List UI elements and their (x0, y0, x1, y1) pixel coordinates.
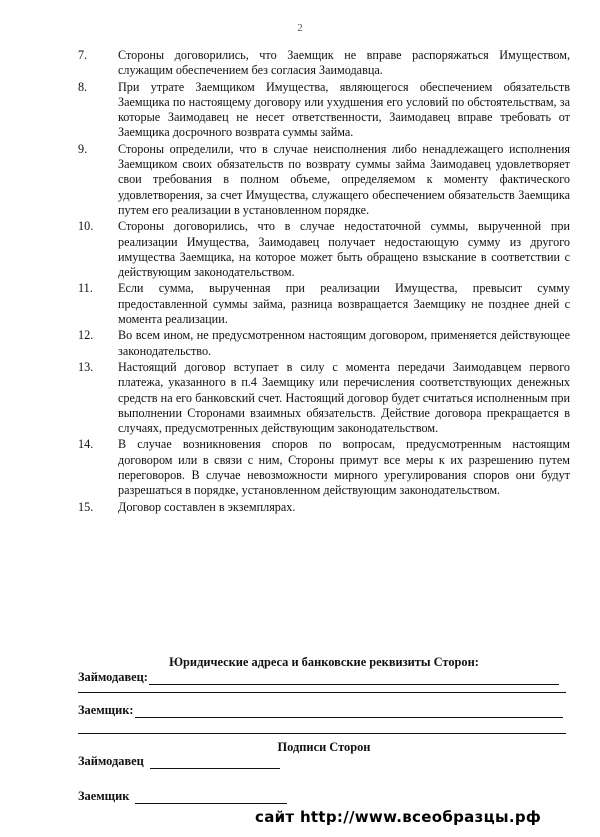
clause-item (78, 437, 570, 498)
clause-item (78, 142, 570, 218)
borrower-requisites-line (135, 705, 563, 718)
lender-requisites-label: Займодавец: (78, 670, 148, 684)
lender-signature-line (150, 756, 280, 769)
lender-requisites-extra-line (78, 692, 566, 693)
clause-number: 8. (78, 79, 88, 94)
clause-text: Настоящий договор вступает в силу с момента передачи Заимодавцем первого платежа, указанного в п.4 Заемщику или перечисления соответствующих денежных средств на его банковский счет. Настоящий договор будет считаться исполненным при выполнении Сторонами взаимных обязательств. Действие договора прекращается в случаях, предусмотренных действующим законодательством. (118, 359, 570, 436)
clause-item (78, 48, 570, 79)
clause-number: 9. (78, 141, 88, 156)
lender-signature-row (78, 754, 280, 769)
clause-text: Если сумма, вырученная при реализации Имущества, превысит сумму предоставленной суммы займа, разница возвращается Заемщику не позднее дней с момента реализации. (118, 281, 570, 327)
clause-text: Во всем ином, не предусмотренном настоящим договором, применяется действующее законодательство. (118, 328, 570, 358)
clause-item (78, 360, 570, 436)
borrower-signature-line (135, 791, 287, 804)
clause-item (78, 328, 570, 359)
borrower-signature-row (78, 789, 287, 804)
page-number: 2 (297, 22, 303, 34)
clause-item (78, 500, 570, 515)
clause-number: 12. (78, 328, 94, 343)
clause-item (78, 80, 570, 141)
clause-text: В случае возникновения споров по вопросам, предусмотренным настоящим договором или в связи с ним, Стороны примут все меры к их разрешению путем переговоров. В случае невозможности мирного урегулирования споров они будут разрешаться в порядке, установленном действующим законодательством. (118, 437, 570, 498)
clause-number: 13. (78, 359, 94, 374)
borrower-requisites-extra-line (78, 733, 566, 734)
clause-item (78, 219, 570, 280)
lender-requisites-row (78, 670, 559, 685)
clause-number: 14. (78, 437, 94, 452)
clause-text: Стороны определили, что в случае неисполнения либо ненадлежащего исполнения Заемщиком своих обязательств по возврату суммы займа Заимодавец удовлетворяет свои требования в полном объеме, определяемом к моменту фактического удовлетворения, за счет Имущества, служащего обеспечением обязательств Заемщика путем его реализации в установленном порядке. (118, 141, 570, 217)
borrower-requisites-row (78, 703, 563, 718)
clause-text: Договор составлен в экземплярах. (118, 499, 296, 514)
lender-requisites-line (149, 672, 559, 685)
clause-number: 15. (78, 499, 94, 514)
borrower-requisites-label: Заемщик: (78, 703, 134, 717)
lender-signature-label: Займодавец (78, 754, 144, 768)
clause-number: 7. (78, 48, 88, 62)
clause-text: Стороны договорились, что Заемщик не вправе распоряжаться Имуществом, служащим обеспечением без согласия Заимодавца. (118, 48, 570, 78)
clause-item (78, 281, 570, 327)
borrower-signature-label: Заемщик (78, 789, 130, 803)
requisites-title: Юридические адреса и банковские реквизиты Сторон: (169, 655, 479, 669)
clause-text: Стороны договорились, что в случае недостаточной суммы, вырученной при реализации Имущества, Заимодавец получает недостающую сумму из другого имущества Заемщика, на которое может быть обращено взыскание в соответствии с действующим законодательством. (118, 219, 570, 280)
signatures-title: Подписи Сторон (277, 740, 371, 754)
clause-number: 10. (78, 219, 94, 234)
clause-text: При утрате Заемщиком Имущества, являющегося обеспечением обязательств Заемщика по настоящему договору или ухудшения его условий по обстоятельствам, за которые Заимодавец не несет ответственности, Заимодавец вправе требовать от Заемщика досрочного возврата суммы займа. (118, 79, 570, 140)
clause-number: 11. (78, 281, 93, 296)
site-watermark: сайт http://www.всеобразцы.рф (255, 808, 542, 826)
clause-list (78, 48, 570, 516)
